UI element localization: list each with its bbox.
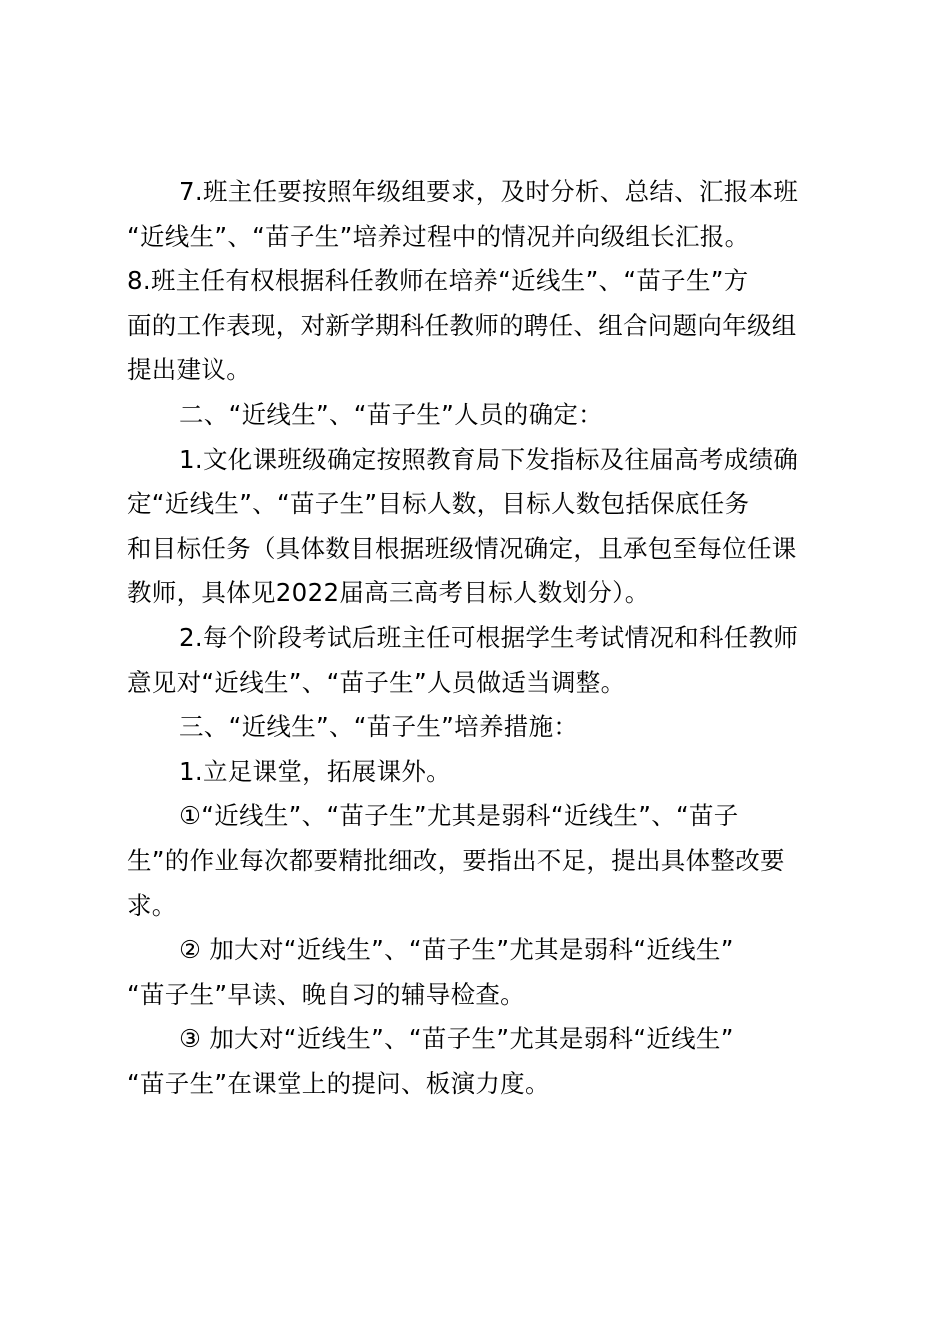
paragraph-line: “苗子生”在课堂上的提问、板演力度。 (127, 1068, 550, 1098)
paragraph-line: 教师，具体见2022届高三高考目标人数划分）。 (127, 578, 650, 608)
paragraph-line: ③ 加大对“近线生”、“苗子生”尤其是弱科“近线生” (179, 1024, 734, 1054)
paragraph-line: 求。 (127, 890, 177, 920)
paragraph-line: “近线生”、“苗子生”培养过程中的情况并向级组长汇报。 (127, 221, 750, 251)
paragraph-line: ①“近线生”、“苗子生”尤其是弱科“近线生”、“苗子 (179, 801, 739, 831)
paragraph-line: 1.立足课堂，拓展课外。 (179, 756, 451, 786)
paragraph-line: 意见对“近线生”、“苗子生”人员做适当调整。 (127, 667, 626, 697)
paragraph-line: 和目标任务（具体数目根据班级情况确定，且承包至每位任课 (127, 533, 797, 563)
paragraph-line: “苗子生”早读、晚自习的辅导检查。 (127, 979, 525, 1009)
section-heading: 三、“近线生”、“苗子生”培养措施： (179, 712, 579, 742)
paragraph-line: 1.文化课班级确定按照教育局下发指标及往届高考成绩确 (179, 444, 799, 474)
document-body (127, 170, 837, 1106)
paragraph-line: 7.班主任要按照年级组要求，及时分析、总结、汇报本班 (179, 177, 799, 206)
paragraph-line: 生”的作业每次都要精批细改，要指出不足，提出具体整改要 (127, 845, 785, 875)
section-heading: 二、“近线生”、“苗子生”人员的确定： (179, 399, 603, 429)
paragraph-line: 提出建议。 (127, 355, 251, 385)
paragraph-line: 定“近线生”、“苗子生”目标人数，目标人数包括保底任务 (127, 489, 750, 519)
paragraph-line: 面的工作表现，对新学期科任教师的聘任、组合问题向年级组 (127, 310, 797, 340)
paragraph-line: 8.班主任有权根据科任教师在培养“近线生”、“苗子生”方 (127, 266, 749, 296)
paragraph-line: ② 加大对“近线生”、“苗子生”尤其是弱科“近线生” (179, 935, 734, 965)
paragraph-line: 2.每个阶段考试后班主任可根据学生考试情况和科任教师 (179, 622, 799, 652)
